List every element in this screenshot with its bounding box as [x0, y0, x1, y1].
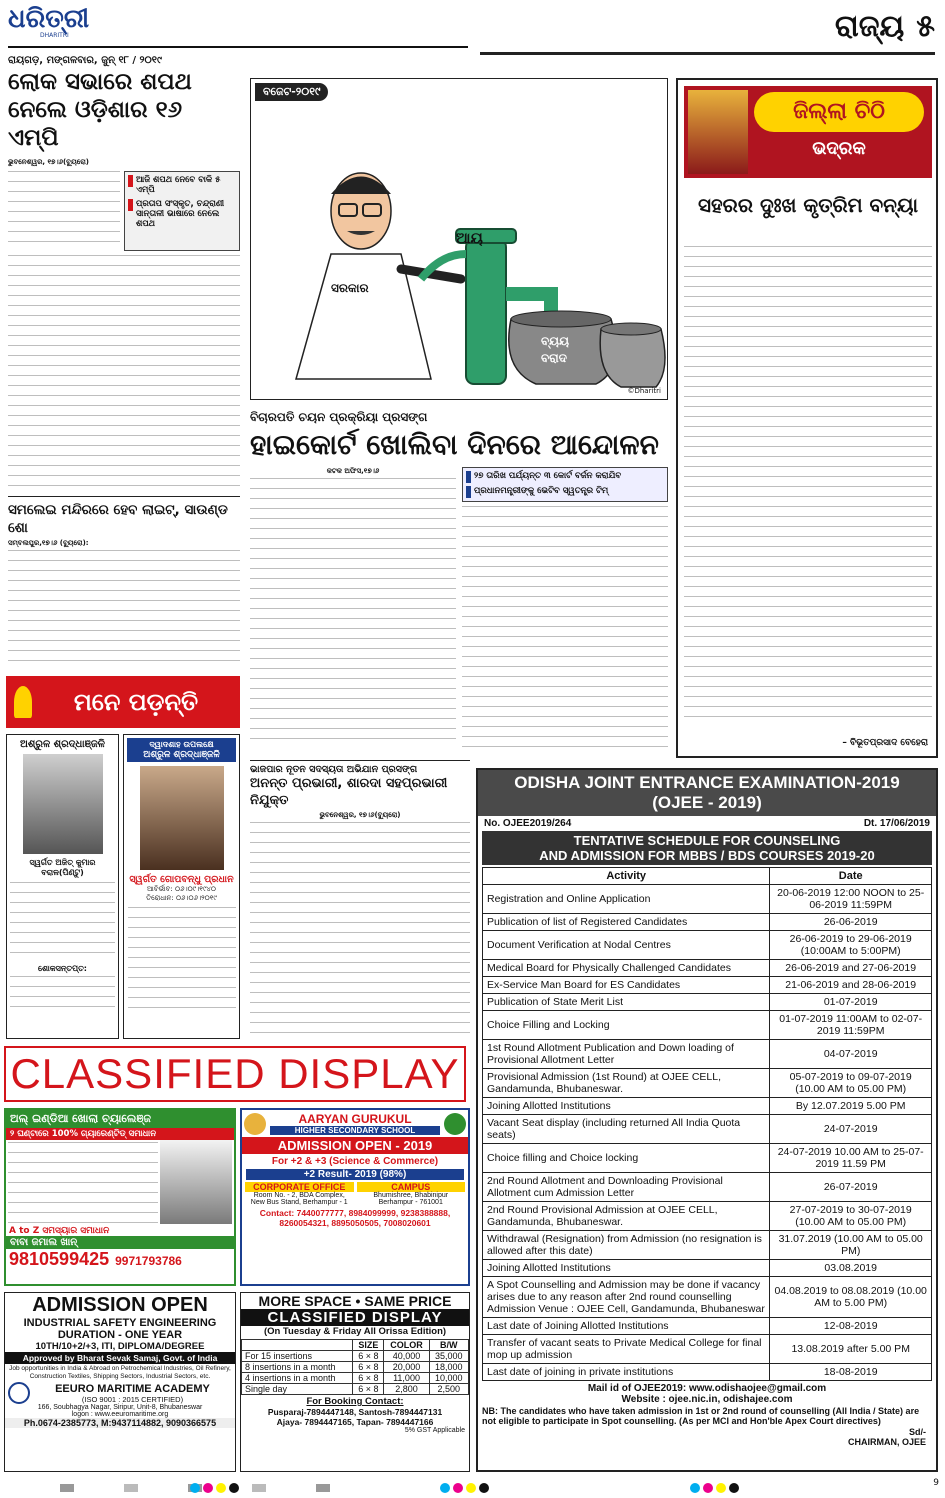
rates-cell: 6 × 8 — [353, 1351, 384, 1362]
obituary-left-photo — [23, 754, 103, 854]
ojee-activity-cell: 1st Round Allotment Publication and Down loading of Provisional Allotment Letter — [483, 1040, 770, 1069]
lead-highlight-2: ପ୍ରତାପ ସଂସ୍କୃତ, ଚନ୍ଦ୍ରାଣୀ ସାନ୍ତାଳୀ ଭାଷାରେ ନେଲେ ଶପଥ — [136, 199, 225, 229]
bjp-story — [250, 760, 470, 1040]
bjp-dateline: ଭୁବନେଶ୍ୱର, ୧୭।୬(ବ୍ୟୁରୋ) — [319, 811, 401, 819]
obituary-left — [6, 734, 119, 1039]
maritime-approved: Approved by Bharat Sevak Samaj, Govt. of India — [5, 1352, 235, 1364]
court-dateline: କଟକ ଅଫିସ,୧୭।୬ — [326, 467, 380, 475]
ojee-schedule-row — [483, 914, 932, 931]
page-number: ୫ — [916, 8, 935, 44]
second-body — [8, 550, 240, 666]
ojee-activity-cell: A Spot Counselling and Admission may be done if vacancy arises due to any reason after 2nd round counselling Admission Venue : OJEE Cell, Gandamunda, Bhubaneswar — [483, 1277, 770, 1318]
ojee-ref-date: Dt. 17/06/2019 — [863, 818, 930, 829]
gurukul-corp-title: CORPORATE OFFICE — [245, 1182, 354, 1192]
section-label — [835, 6, 935, 46]
ojee-subtitle: (OJEE - 2019) — [652, 793, 762, 812]
lead-headline-1: ଲୋକ ସଭାରେ ଶପଥ — [8, 69, 192, 95]
ojee-activity-cell: Joining Allotted Institutions — [483, 1098, 770, 1115]
lead-highlights — [124, 171, 240, 251]
obituary-right-title-2: ଅଶ୍ରୁଳ ଶ୍ରଦ୍ଧାଞ୍ଜଳି — [143, 750, 220, 760]
dateline-bar — [8, 46, 468, 66]
logo-text: ଧରିତ୍ରୀ — [8, 4, 90, 34]
ojee-activity-cell: Transfer of vacant seats to Private Medical College for final mop up admission — [483, 1335, 770, 1364]
maritime-jobs: Job opportunities in India & Abroad on Petrochemical Industries, Oil Refinery, Construction Textiles, Shipping Sectors, Industrial Sectors, etc. — [9, 1365, 231, 1380]
court-highlights — [462, 467, 668, 502]
obituary-right-death: ତିରୋଧାନ: ୦୬।୦୬।୨୦୧୯ — [146, 894, 217, 902]
rates-cell: 40,000 — [384, 1351, 429, 1362]
rates-cell: 8 insertions in a month — [242, 1362, 353, 1373]
rates-header-row — [242, 1340, 469, 1351]
ojee-date-cell: By 12.07.2019 5.00 PM — [770, 1098, 932, 1115]
cartoon-person-label: ସରକାର — [331, 281, 369, 295]
ojee-signatory: CHAIRMAN, OJEE — [847, 1437, 926, 1447]
ojee-date-cell: 01-07-2019 11:00AM to 02-07-2019 11:59PM — [770, 1011, 932, 1040]
ojee-schedule-table — [482, 867, 932, 1381]
ojee-schedule-row — [483, 1364, 932, 1381]
rates-cell: 35,000 — [429, 1351, 468, 1362]
ojee-date-cell: 04.08.2019 to 08.08.2019 (10.00 AM to 5.00 PM) — [770, 1277, 932, 1318]
cartoon-tag: ବଜେଟ-୨୦୧୯ — [255, 83, 328, 101]
court-kicker: ବିଚାରପତି ଚୟନ ପ୍ରକ୍ରିୟା ପ୍ରସଙ୍ଗ — [250, 410, 428, 424]
bjp-headline: ଅନନ୍ତ ପ୍ରଭାରୀ, ଶାରଦା ସହପ୍ରଭାରୀ ନିଯୁକ୍ତ — [250, 776, 448, 808]
lead-highlight-1: ଆଜି ଶପଥ ନେବେ ବାକି ୫ ଏମ୍‌ପି — [136, 175, 221, 195]
ojee-nb: NB: The candidates who have taken admission in 1st or 2nd round of counselling (All India / State) are not eligible to participate in Spot counselling. (As per MCI and Hon'ble Apex Court directives) — [482, 1406, 920, 1426]
ojee-schedule-row — [483, 1040, 932, 1069]
ojee-date-cell: 26-07-2019 — [770, 1173, 932, 1202]
ad-classified-rates — [240, 1292, 470, 1472]
cartoon-pot-label-2: ବରାଦ — [541, 351, 567, 365]
ojee-title: ODISHA JOINT ENTRANCE EXAMINATION-2019 — [514, 773, 900, 792]
rates-cell: 2,500 — [429, 1384, 468, 1395]
maritime-eligibility: 10TH/10+2/+3, ITI, DIPLOMA/DEGREE — [35, 1341, 205, 1352]
court-highlight-1: ୨୭ ତାରିଖ ପର୍ଯ୍ୟନ୍ତ ୩ କୋର୍ଟ ବର୍ଜନ କରାଯିବ — [474, 471, 622, 481]
ojee-schedule-row — [483, 1260, 932, 1277]
ojee-schedule-title-1: TENTATIVE SCHEDULE FOR COUNSELING — [573, 833, 841, 848]
district-name: ଭଦ୍ରକ — [812, 138, 866, 159]
maritime-address: 166, Soubhagya Nagar, Siripur, Unit-8, Bhubaneswar — [37, 1404, 203, 1411]
ojee-schedule-row — [483, 885, 932, 914]
dateline: ରାୟଗଡ଼, ମଙ୍ଗଳବାର, ଜୁନ୍ ୧୮ / ୨୦୧୯ — [8, 55, 162, 66]
rates-header: B/W — [429, 1340, 468, 1351]
classified-banner — [4, 1046, 466, 1102]
ojee-mail: Mail id of OJEE2019: www.odishaojee@gmail.com — [587, 1383, 827, 1394]
ojee-date-cell: 24-07-2019 — [770, 1115, 932, 1144]
maritime-course: INDUSTRIAL SAFETY ENGINEERING — [23, 1317, 217, 1329]
rates-header: SIZE — [353, 1340, 384, 1351]
ojee-schedule-row — [483, 1115, 932, 1144]
astro-subtitle: ୨ ଘଣ୍ଟାରେ 100% ଗ୍ୟାରେଣ୍ଟିଡ୍ ସମାଧାନ — [6, 1128, 234, 1140]
rates-line2: CLASSIFIED DISPLAY — [241, 1309, 469, 1326]
ad-astrologer — [4, 1108, 236, 1286]
cartoon-pot-label-1: ବ୍ୟୟ — [541, 334, 569, 348]
gurukul-campus-title: CAMPUS — [357, 1182, 466, 1192]
rates-cell: 10,000 — [429, 1373, 468, 1384]
cartoon-pump-label: ଆୟ — [456, 229, 483, 247]
rates-cell: 20,000 — [384, 1362, 429, 1373]
obituary-left-name: ସ୍ୱର୍ଗତ ଅଜିତ୍ କୁମାର ବରାଳ(ପିଣ୍ଟୁ) — [29, 858, 96, 877]
ojee-date-cell: 13.08.2019 after 5.00 PM — [770, 1335, 932, 1364]
ojee-activity-cell: Choice filling and Choice locking — [483, 1144, 770, 1173]
ojee-notice — [476, 768, 938, 1472]
ojee-date-cell: 18-08-2019 — [770, 1364, 932, 1381]
logo-sub: DHARITRI — [40, 32, 69, 39]
cartoon — [250, 78, 668, 400]
rates-booking: For Booking Contact: — [306, 1396, 404, 1407]
rates-row — [242, 1351, 469, 1362]
district-letter — [676, 78, 938, 758]
rates-contacts-2: Ajaya- 7894447165, Tapan- 7894447166 — [276, 1417, 434, 1427]
rates-cell: 4 insertions in a month — [242, 1373, 353, 1384]
rates-row — [242, 1373, 469, 1384]
cartoon-credit: ©Dharitri — [627, 387, 661, 395]
ojee-schedule-row — [483, 1098, 932, 1115]
ojee-sign: Sd/- — [909, 1427, 926, 1437]
ojee-schedule-row — [483, 1144, 932, 1173]
astro-line: A to Z ସମସ୍ୟାର ସମାଧାନ — [9, 1226, 110, 1236]
rates-row — [242, 1362, 469, 1373]
ojee-schedule-row — [483, 960, 932, 977]
ad-gurukul — [240, 1108, 470, 1286]
court-headline: ହାଇକୋର୍ଟ ଖୋଲିବା ଦିନରେ ଆନ୍ଦୋଳନ — [250, 428, 659, 461]
rates-row — [242, 1384, 469, 1395]
ojee-activity-cell: Withdrawal (Resignation) from Admission (no resignation is allowed after this date) — [483, 1231, 770, 1260]
ojee-date-cell: 12-08-2019 — [770, 1318, 932, 1335]
rates-cell: 11,000 — [384, 1373, 429, 1384]
ojee-activity-cell: Joining Allotted Institutions — [483, 1260, 770, 1277]
ojee-col-activity: Activity — [483, 868, 770, 885]
maritime-phones: Ph.0674-2385773, M:9437114882, 9090366575 — [5, 1418, 235, 1428]
ojee-schedule-row — [483, 1202, 932, 1231]
rates-line3: (On Tuesday & Friday All Orissa Edition) — [263, 1326, 447, 1337]
section-name: ରାଜ୍ୟ — [834, 8, 905, 44]
astro-title: ଅଲ୍ ଇଣ୍ଡିଆ ଖୋଲା ଚ୍ୟାଲେଞ୍ଜ — [6, 1110, 234, 1128]
ojee-schedule-row — [483, 1335, 932, 1364]
ojee-date-cell: 26-06-2019 — [770, 914, 932, 931]
ojee-date-cell: 21-06-2019 and 28-06-2019 — [770, 977, 932, 994]
rates-header — [242, 1340, 353, 1351]
folio: 9 — [933, 1478, 939, 1488]
ojee-date-cell: 04-07-2019 — [770, 1040, 932, 1069]
ojee-date-cell: 20-06-2019 12:00 NOON to 25-06-2019 11:59PM — [770, 885, 932, 914]
obituary-left-mourners: ଶୋକସନ୍ତପ୍ତ: — [37, 964, 87, 973]
ojee-activity-cell: Ex-Service Man Board for ES Candidates — [483, 977, 770, 994]
second-headline: ସମଲେଇ ମନ୍ଦିରରେ ହେବ ଲାଇଟ୍‌, ସାଉଣ୍ଡ ଶୋ — [8, 502, 228, 536]
obituary-banner-text: ମନେ ପଡ଼ନ୍ତି — [73, 688, 199, 716]
obituary-right-birth: ଆବିର୍ଭାବ: ୦୬।୦୯।୧୯୪୦ — [146, 885, 216, 893]
rates-cell: 6 × 8 — [353, 1373, 384, 1384]
ojee-date-cell: 27-07-2019 to 30-07-2019 (10.00 AM to 05.00 PM) — [770, 1202, 932, 1231]
gurukul-campus-addr-2: Berhampur - 761001 — [378, 1199, 443, 1206]
obituary-right-title-1: ଦ୍ୱାଦଶାହ ଉପଲକ୍ଷେ — [149, 740, 214, 749]
district-byline: – ବିଭୂତପ୍ରସାଦ ବେହେରା — [842, 738, 928, 748]
gurukul-corp-addr-2: New Bus Stand, Berhampur - 1 — [250, 1199, 348, 1206]
ojee-schedule-row — [483, 977, 932, 994]
maritime-academy: EEURO MARITIME ACADEMY — [55, 1382, 210, 1395]
rates-cell: For 15 insertions — [242, 1351, 353, 1362]
ojee-schedule-row — [483, 1069, 932, 1098]
gurukul-courses: For +2 & +3 (Science & Commerce) — [271, 1156, 439, 1167]
rates-header: COLOR — [384, 1340, 429, 1351]
footer — [0, 1478, 945, 1498]
astro-phone-2: 9971793786 — [115, 1254, 182, 1268]
ojee-activity-cell: Provisional Admission (1st Round) at OJEE CELL, Gandamunda, Bhubaneswar. — [483, 1069, 770, 1098]
ad-maritime — [4, 1292, 236, 1472]
second-story — [8, 496, 240, 666]
ojee-col-date: Date — [770, 868, 932, 885]
district-headline: ସହରର ଦୁଃଖ କୃତ୍ରିମ ବନ୍ୟା — [697, 193, 919, 217]
court-story — [250, 410, 668, 750]
maritime-heading: ADMISSION OPEN — [32, 1294, 208, 1316]
rates-gst: 5% GST Applicable — [404, 1427, 465, 1434]
rates-contacts-1: Pusparaj-7894447148, Santosh-7894447131 — [267, 1407, 443, 1417]
ojee-date-cell: 31.07.2019 (10.00 AM to 05.00 PM) — [770, 1231, 932, 1260]
rates-cell: 6 × 8 — [353, 1362, 384, 1373]
ojee-date-cell: 24-07-2019 10.00 AM to 25-07-2019 11.59 PM — [770, 1144, 932, 1173]
bjp-kicker: ଭାଜପାର ନୂତନ ସଦସ୍ୟତା ଅଭିଯାନ ପ୍ରସଙ୍ଗ — [250, 764, 418, 775]
ojee-schedule-row — [483, 994, 932, 1011]
obituary-left-title: ଅଶ୍ରୁଳ ଶ୍ରଦ୍ଧାଞ୍ଜଳି — [20, 739, 105, 750]
ojee-date-cell: 03.08.2019 — [770, 1260, 932, 1277]
rates-cell: 2,800 — [384, 1384, 429, 1395]
ojee-activity-cell: Publication of State Merit List — [483, 994, 770, 1011]
rates-cell: 18,000 — [429, 1362, 468, 1373]
lead-headline-2: ନେଲେ ଓଡ଼ିଶାର ୧୬ ଏମ୍‌ପି — [8, 97, 183, 151]
ojee-schedule-row — [483, 1318, 932, 1335]
logo — [8, 4, 100, 38]
ojee-schedule-row — [483, 1231, 932, 1260]
ojee-activity-cell: Publication of list of Registered Candidates — [483, 914, 770, 931]
rates-cell: 6 × 8 — [353, 1384, 384, 1395]
lead-body — [8, 255, 240, 488]
ojee-date-cell: 26-06-2019 to 29-06-2019 (10:00AM to 5:00PM) — [770, 931, 932, 960]
astro-name: ବାବା ଜମାଲ ଖାନ୍ — [6, 1236, 234, 1249]
second-dateline: ସମ୍ବଲପୁର,୧୭।୬ (ବ୍ୟୁରୋ): — [8, 539, 89, 547]
court-body-left — [250, 478, 456, 748]
ojee-schedule-title-2: AND ADMISSION FOR MBBS / BDS COURSES 2019-20 — [539, 848, 875, 863]
ojee-activity-cell: Last date of Joining Allotted Institutions — [483, 1318, 770, 1335]
maritime-iso: (ISO 9001 : 2015 CERTIFIED) — [81, 1394, 184, 1404]
maritime-website: logon : www.eeuromaritime.org — [71, 1411, 169, 1418]
ojee-activity-cell: Document Verification at Nodal Centres — [483, 931, 770, 960]
masthead — [0, 0, 945, 64]
ojee-website: Website : ojee.nic.in, odishajee.com — [621, 1394, 793, 1405]
ojee-activity-cell: Medical Board for Physically Challenged Candidates — [483, 960, 770, 977]
ojee-activity-cell: Choice Filling and Locking — [483, 1011, 770, 1040]
court-body-right — [462, 506, 668, 750]
rates-line1: MORE SPACE • SAME PRICE — [258, 1293, 452, 1309]
lead-dateline: ଭୁବନେଶ୍ୱର, ୧୭।୬(ବ୍ୟୁରୋ) — [8, 158, 90, 166]
rates-table — [241, 1339, 469, 1395]
district-title: ଜିଲ୍ଲା ଚିଠି — [754, 92, 924, 132]
ojee-activity-cell: 2nd Round Allotment and Downloading Provisional Allotment cum Admission Letter — [483, 1173, 770, 1202]
ojee-schedule-row — [483, 1173, 932, 1202]
obituary-right — [123, 734, 240, 1039]
ojee-date-cell: 01-07-2019 — [770, 994, 932, 1011]
astro-phone-1: 9810599425 — [9, 1249, 110, 1269]
lead-story — [8, 68, 240, 488]
ojee-activity-cell: 2nd Round Provisional Admission at OJEE CELL, Gandamunda, Bhubaneswar. — [483, 1202, 770, 1231]
ojee-activity-cell: Registration and Online Application — [483, 885, 770, 914]
ojee-activity-cell: Last date of joining in private institutions — [483, 1364, 770, 1381]
ojee-activity-cell: Vacant Seat display (including returned All India Quota seats) — [483, 1115, 770, 1144]
gurukul-corp-addr-1: Room No. - 2, BDA Complex, — [253, 1192, 345, 1199]
gurukul-name: AARYAN GURUKUL — [298, 1112, 412, 1126]
ojee-schedule-row — [483, 931, 932, 960]
obituary-right-name: ସ୍ୱର୍ଗତ ଗୋପବନ୍ଧୁ ପ୍ରଧାନ — [129, 874, 234, 885]
ojee-schedule-row — [483, 1277, 932, 1318]
gurukul-contact: Contact: 7440077777, 8984099999, 9238388888, 8260054321, 8895050505, 7008020601 — [259, 1208, 451, 1228]
astro-photo — [160, 1140, 232, 1224]
gurukul-admission: ADMISSION OPEN - 2019 — [242, 1137, 468, 1154]
gurukul-sub: HIGHER SECONDARY SCHOOL — [270, 1126, 440, 1135]
maritime-duration: DURATION - ONE YEAR — [57, 1329, 183, 1341]
district-banner — [684, 86, 932, 178]
obituary-banner — [6, 676, 240, 728]
obituary-right-photo — [140, 766, 224, 870]
gurukul-result: +2 Result- 2019 (98%) — [246, 1169, 464, 1180]
classified-banner-text: CLASSIFIED DISPLAY — [10, 1050, 460, 1097]
bjp-body — [250, 822, 470, 1040]
ojee-date-cell: 05-07-2019 to 09-07-2019 (10.00 AM to 05.00 PM) — [770, 1069, 932, 1098]
ojee-ref-no: No. OJEE2019/264 — [484, 818, 572, 829]
rates-cell: Single day — [242, 1384, 353, 1395]
ojee-date-cell: 26-06-2019 and 27-06-2019 — [770, 960, 932, 977]
ojee-schedule-row — [483, 1011, 932, 1040]
district-body — [684, 246, 932, 724]
ojee-header-row — [483, 868, 932, 885]
gurukul-campus-addr-1: Bhumishree, Bhabinipur — [373, 1192, 449, 1199]
court-highlight-2: ପ୍ରଧାନମନ୍ତ୍ରୀଙ୍କୁ ଭେଟିବ ସ୍ୱତନ୍ତ୍ର ଟିମ୍ — [474, 486, 609, 496]
